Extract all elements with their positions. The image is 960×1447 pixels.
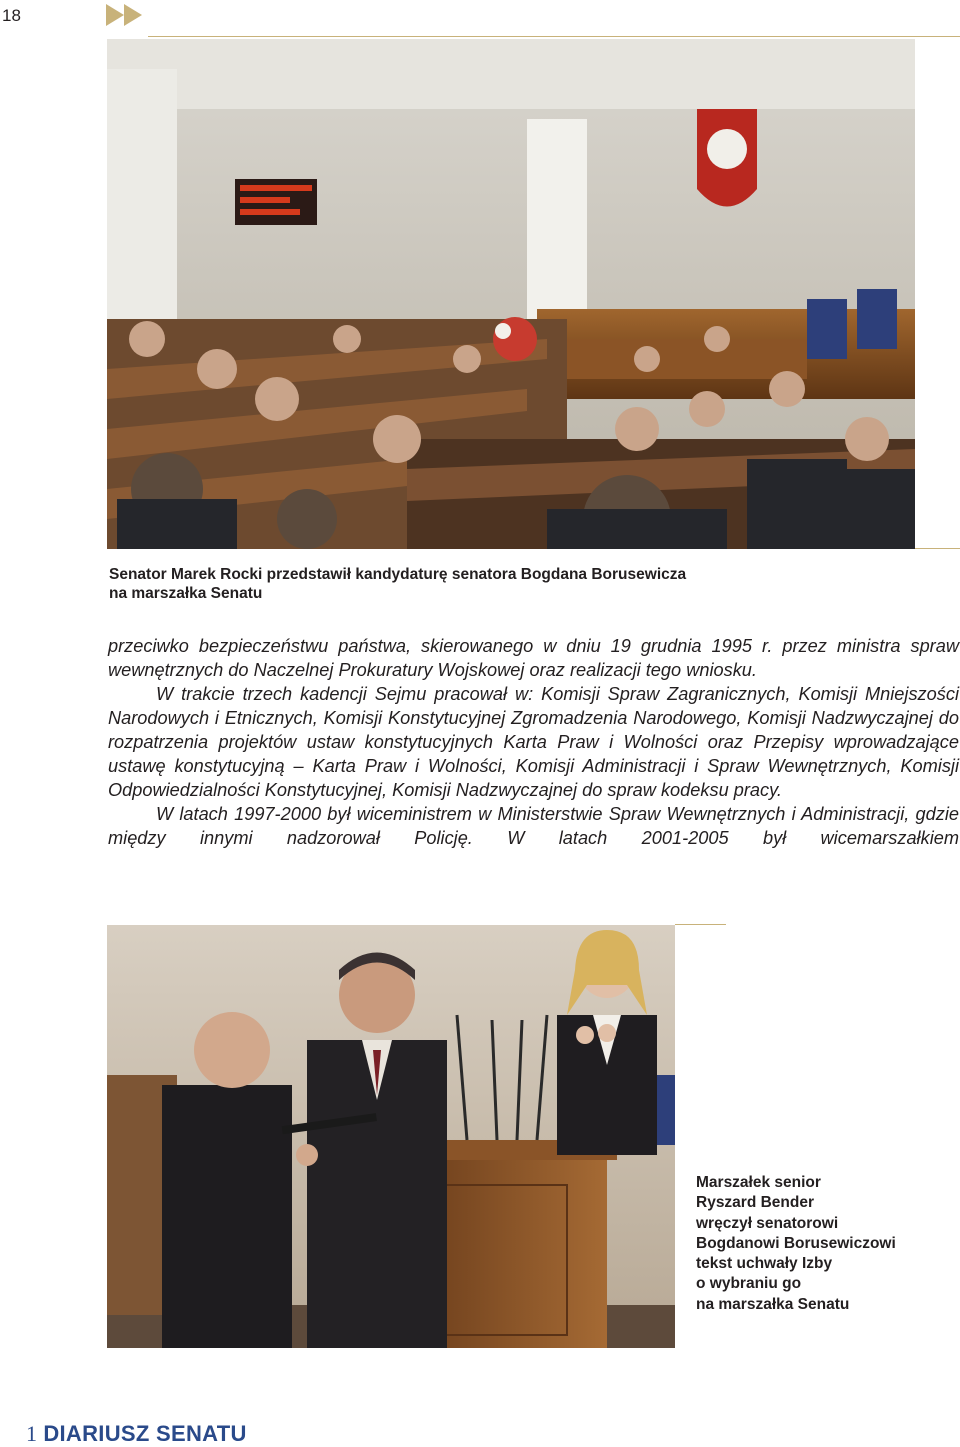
caption-1-line: Senator Marek Rocki przedstawił kandydaturę senatora Bogdana Borusewicza <box>109 566 687 583</box>
photo-1-rule <box>915 548 960 549</box>
caption-1-line: na marszałka Senatu <box>109 585 263 602</box>
body-paragraph: przeciwko bezpieczeństwu państwa, skierowanego w dniu 19 grudnia 1995 r. przez ministra spraw wewnętrznych do Naczelnej Prokuratury Wojskowej oraz realizacji tego wniosku. <box>108 636 959 680</box>
body-paragraph: W trakcie trzech kadencji Sejmu pracował w: Komisji Spraw Zagranicznych, Komisji Mniejszości Narodowych i Etnicznych, Komisji Konstytucyjnej Zgromadzenia Narodowego, Komisji Nadzwyczajnej do rozpatrzenia projektów ustaw konstytucyjnych Karta Praw i Wolności oraz Przepisy wprowadzające ustawę konstytucyjną – Karta Praw i Wolności, Komisji Administracji i Spraw Wewnętrznych, Komisji Odpowiedzialności Konstytucyjnej, Komisji Nadzwyczajnej do spraw kodeksu pracy. <box>108 684 959 800</box>
caption-2-line: na marszałka Senatu <box>696 1295 850 1313</box>
footer <box>26 1421 247 1447</box>
header-rule <box>148 36 960 37</box>
caption-2-line: tekst uchwały Izby <box>696 1255 833 1273</box>
ceremony-photo <box>107 925 675 1348</box>
double-arrow-right-icon <box>106 4 146 26</box>
senate-chamber-photo <box>107 39 915 549</box>
page-number: 18 <box>2 6 21 25</box>
caption-2-line: Ryszard Bender <box>696 1194 815 1212</box>
publication-title: DIARIUSZ SENATU <box>43 1421 247 1446</box>
body-text <box>108 634 959 850</box>
caption-2-line: Marszałek senior <box>696 1174 821 1191</box>
photo-1-caption <box>109 565 909 603</box>
issue-number: 1 <box>26 1421 38 1446</box>
caption-2-line: wręczył senatorowi <box>696 1214 839 1232</box>
photo-2-caption <box>696 1173 946 1315</box>
body-paragraph: W latach 1997-2000 był wiceministrem w Ministerstwie Spraw Wewnętrznych i Administracji, gdzie między innymi nadzorował Policję. W latach 2001-2005 był wicemarszałkiem <box>108 804 959 848</box>
caption-2-line: o wybraniu go <box>696 1275 802 1293</box>
photo-2-rule <box>675 924 726 925</box>
caption-2-line: Bogdanowi Borusewiczowi <box>696 1234 896 1252</box>
